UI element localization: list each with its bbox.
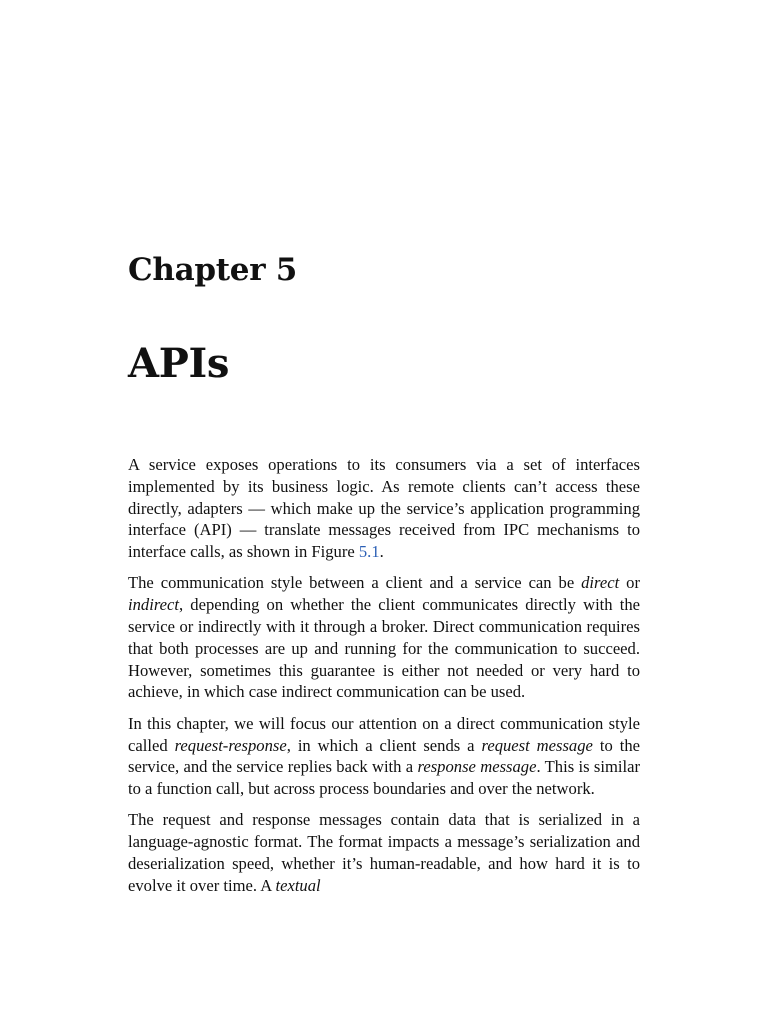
figure-reference-link[interactable]: 5.1	[358, 542, 380, 562]
term-direct: direct	[581, 573, 620, 593]
paragraph-1-text-2: .	[379, 542, 384, 562]
paragraph-2-text-1: The communication style between a client and a service can be	[128, 573, 582, 593]
term-indirect: indirect	[128, 595, 179, 615]
term-request-response: request-response	[174, 735, 287, 755]
paragraph-4	[128, 809, 640, 896]
term-request-message: request message	[481, 735, 593, 755]
paragraph-2	[128, 572, 640, 703]
paragraph-2-text-2: or	[619, 573, 640, 593]
body-text	[128, 454, 640, 906]
paragraph-3	[128, 713, 640, 800]
chapter-label: Chapter 5	[128, 252, 298, 288]
paragraph-3-text-2: , in which a client sends a	[286, 735, 482, 755]
paragraph-2-text-3: , depending on whether the client communicates directly with the service or indirectly with it through a broker. Direct communication requires that both processes are up and running for the communication to succeed. However, sometimes this guarantee is either not needed or very hard to achieve, in which case indirect communication can be used.	[128, 595, 640, 702]
paragraph-1	[128, 454, 640, 563]
paragraph-4-text-1: The request and response messages contain data that is serialized in a language-agnostic format. The format impacts a message’s serialization and deserialization speed, whether it’s human-readable, and how hard it is to evolve it over time. A	[128, 810, 640, 895]
term-textual: textual	[275, 875, 321, 895]
paragraph-3-text-4: . This is similar to a function call, but across process boundaries and over the network.	[128, 757, 641, 799]
paragraph-3-text-1: In this chapter, we will focus our attention on a direct communication style called	[128, 713, 640, 755]
term-response-message: response message	[417, 757, 537, 777]
paragraph-3-text-3: to the service, and the service replies back with a	[128, 735, 640, 777]
paragraph-1-text-1: A service exposes operations to its consumers via a set of interfaces implemented by its business logic. As remote clients can’t access these directly, adapters — which make up the service’s application programming interface (API) — translate messages received from IPC mechanisms to interface calls, as shown in Figure	[128, 455, 640, 562]
chapter-title: APIs	[128, 340, 230, 387]
